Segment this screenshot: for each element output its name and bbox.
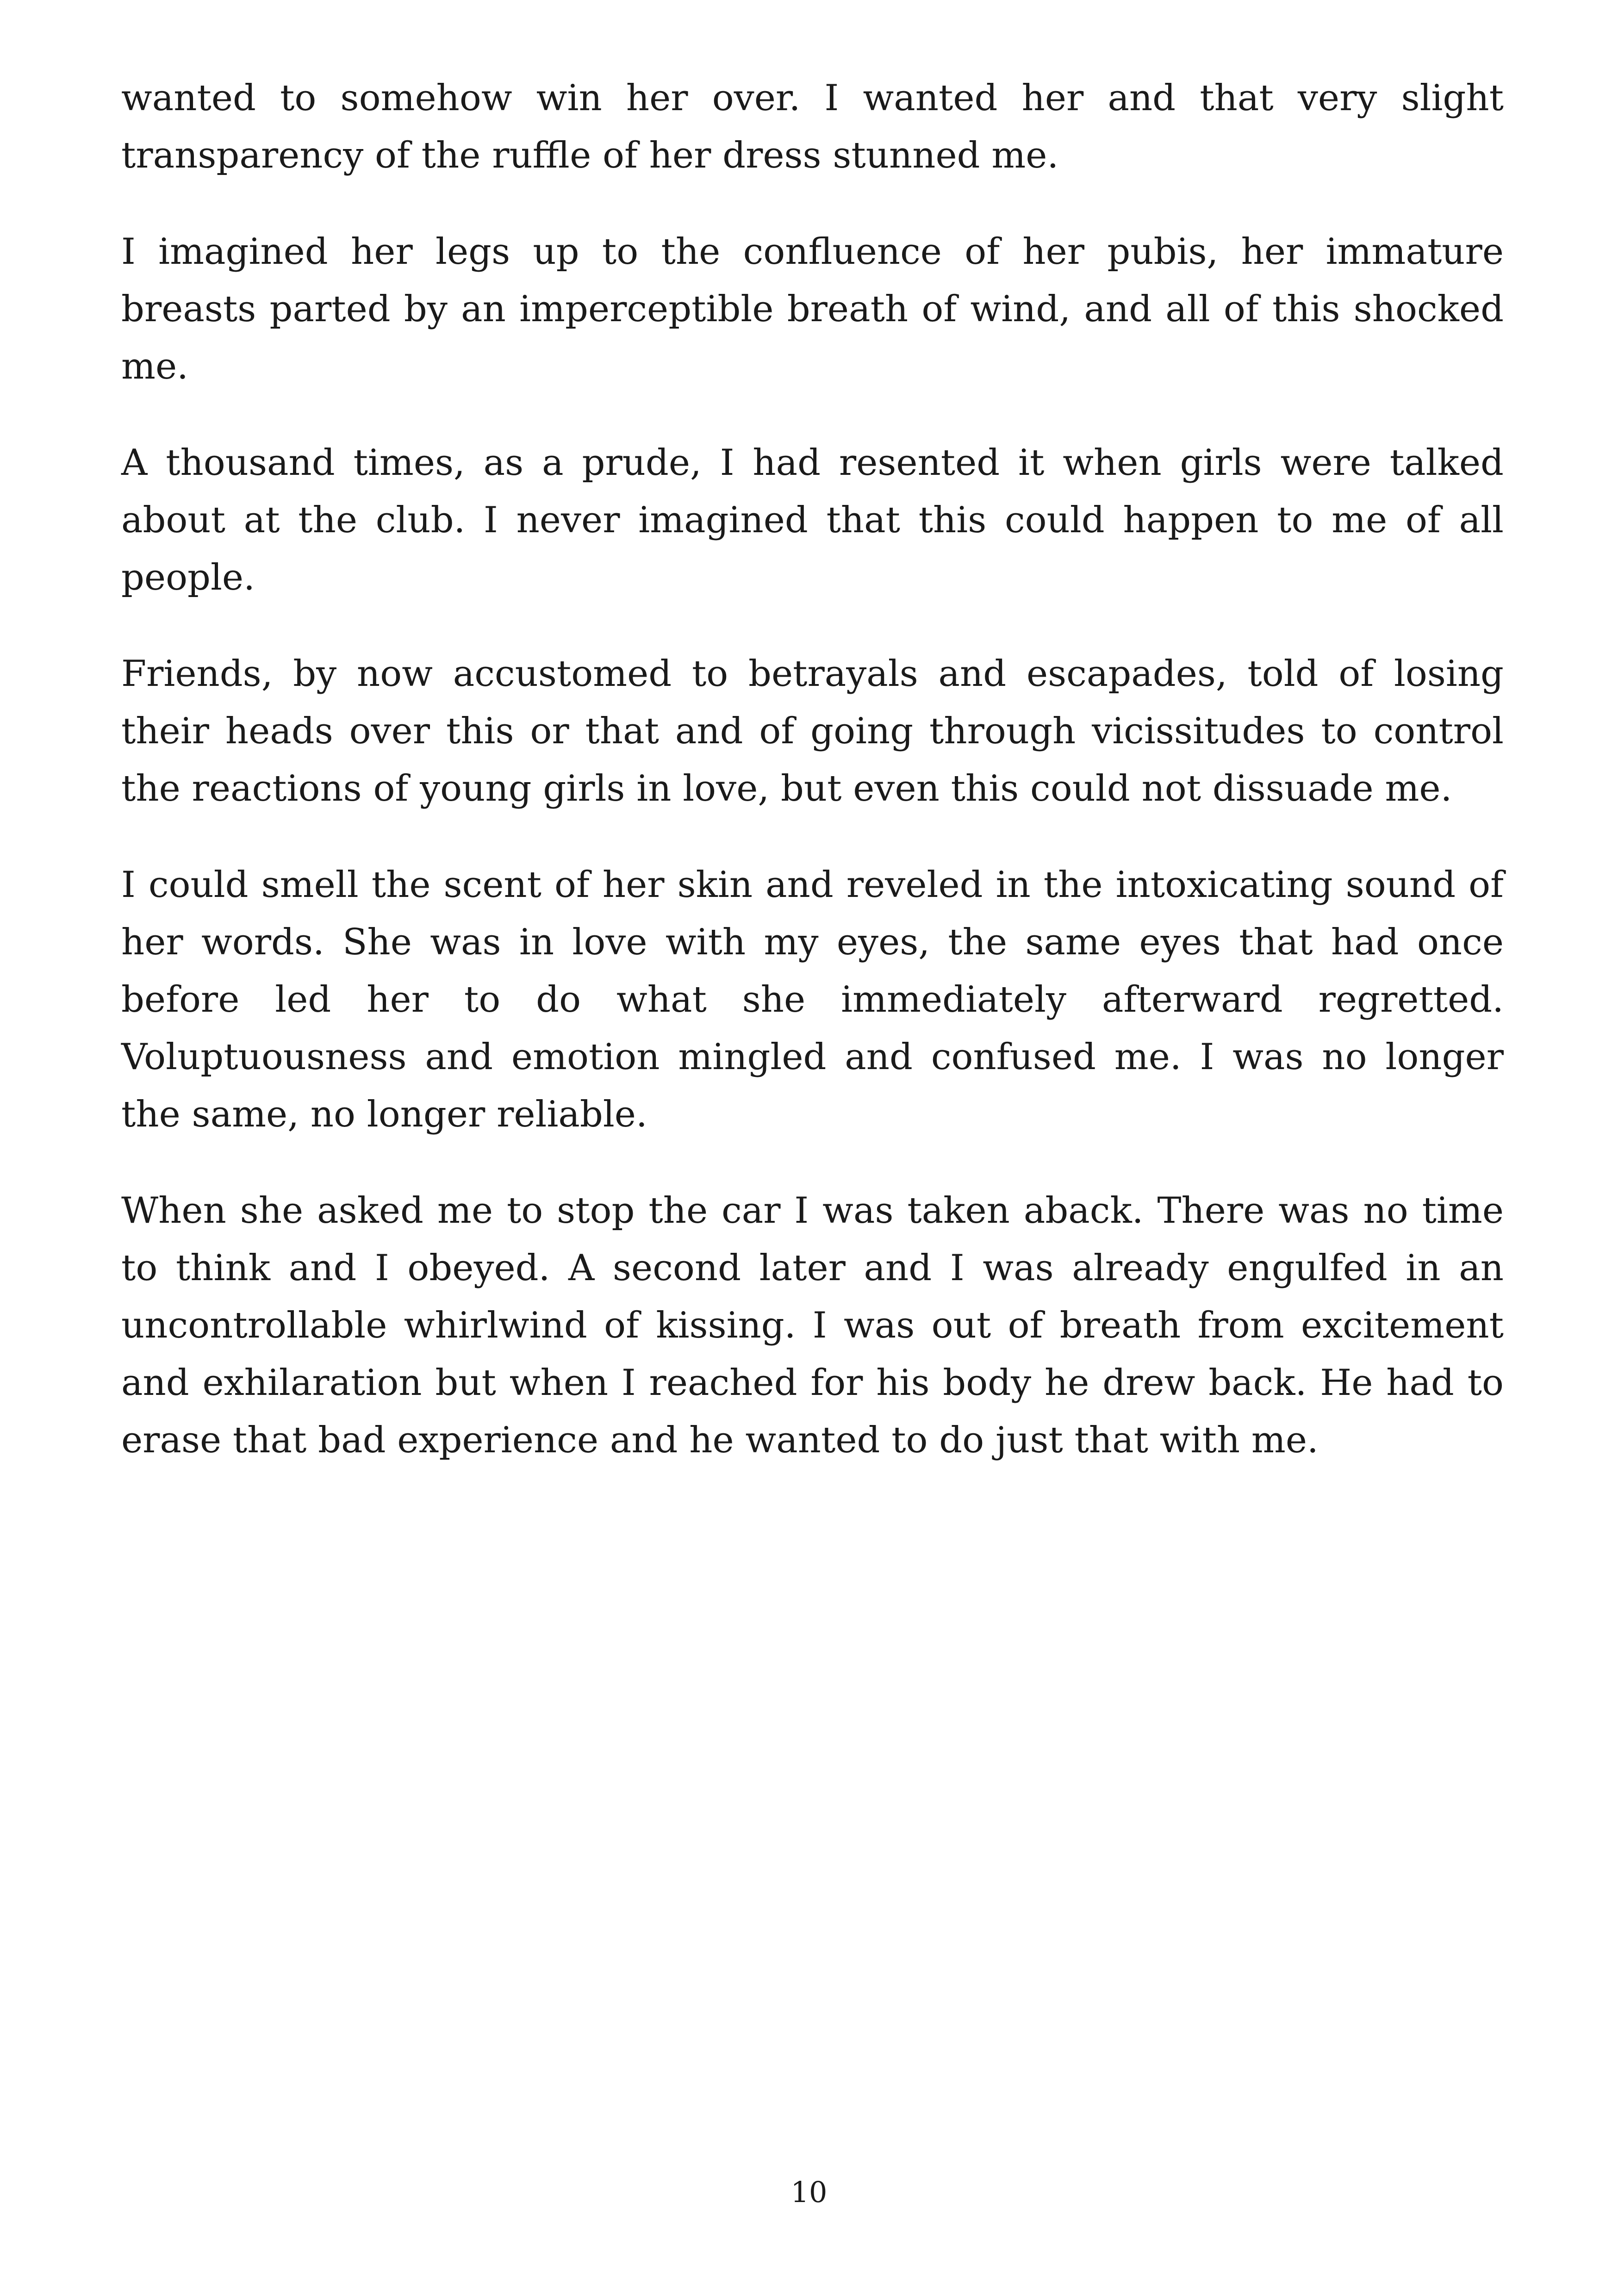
paragraph-2: I imagined her legs up to the confluence of her pubis, her immature breasts parted by an imperceptible breath of wind, and all of this shocked me. bbox=[121, 231, 1504, 387]
paragraph-1: wanted to somehow win her over. I wanted her and that very slight transparency of the ruffle of her dress stunned me. bbox=[121, 77, 1504, 176]
paragraph-4: Friends, by now accustomed to betrayals and escapades, told of losing their heads over this or that and of going through vicissitudes to control the reactions of young girls in love, but even this could not dissuade me. bbox=[121, 653, 1504, 809]
body-text bbox=[121, 69, 1504, 1508]
paragraph-5: I could smell the scent of her skin and reveled in the intoxicating sound of her words. She was in love with my eyes, the same eyes that had once before led her to do what she immediately afterward regretted. Voluptuousness and emotion mingled and confused me. I was no longer the same, no longer reliable. bbox=[121, 864, 1504, 1135]
paragraph-3: A thousand times, as a prude, I had resented it when girls were talked about at the club. I never imagined that this could happen to me of all people. bbox=[121, 442, 1504, 598]
paragraph-6: When she asked me to stop the car I was taken aback. There was no time to think and I obeyed. A second later and I was already engulfed in an uncontrollable whirlwind of kissing. I was out of breath from excitement and exhilaration but when I reached for his body he drew back. He had to erase that bad experience and he wanted to do just that with me. bbox=[121, 1190, 1504, 1461]
page-number: 10 bbox=[790, 2175, 828, 2209]
